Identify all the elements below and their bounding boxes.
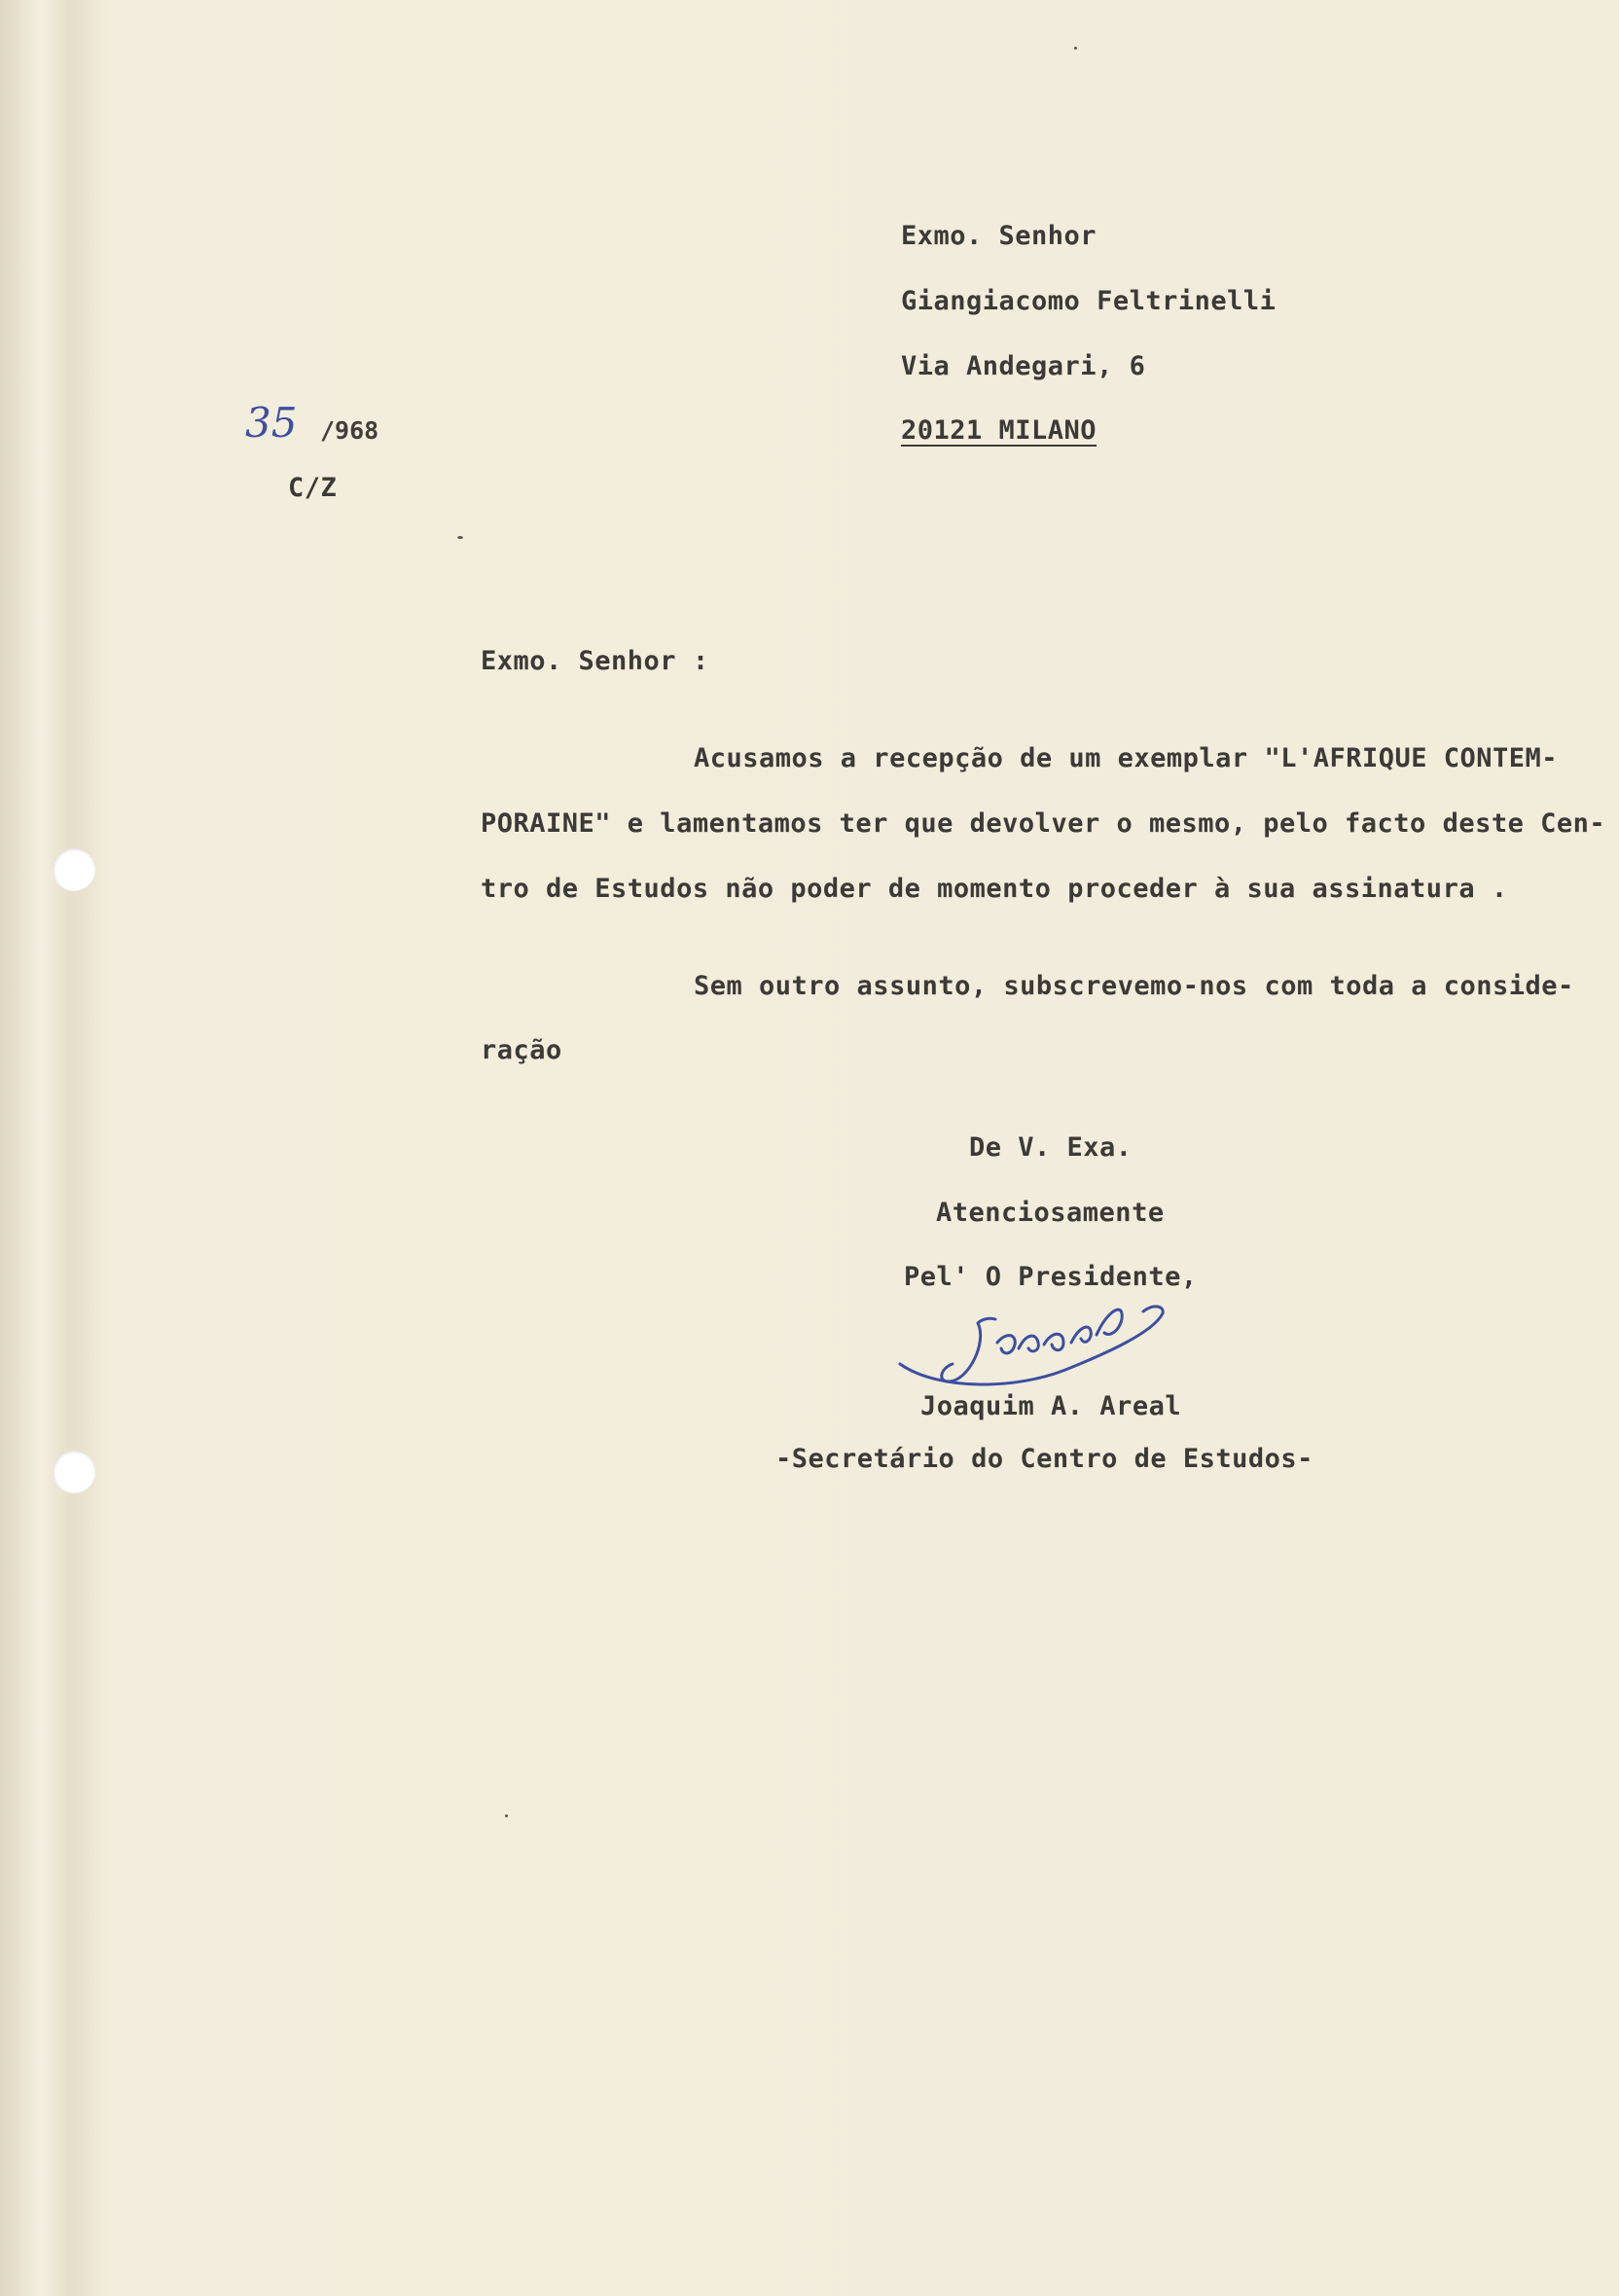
signer-title: -Secretário do Centro de Estudos-	[775, 1444, 1313, 1474]
handwritten-signature	[881, 1274, 1172, 1411]
greeting: Exmo. Senhor :	[481, 646, 709, 676]
body-line-2: PORAINE" e lamentamos ter que devolver o mesmo, pelo facto deste Cen-	[481, 808, 1606, 839]
paper-speck	[505, 1814, 508, 1817]
signoff-line-2: Atenciosamente	[936, 1198, 1165, 1228]
recipient-salutation: Exmo. Senhor	[901, 221, 1097, 251]
punch-hole-top	[53, 848, 95, 891]
signer-name: Joaquim A. Areal	[920, 1391, 1182, 1421]
reference-code: C/Z	[288, 473, 338, 503]
body-line-1: Acusamos a recepção de um exemplar "L'AFRIQUE CONTEM-	[694, 743, 1559, 773]
recipient-city: 20121 MILANO	[901, 415, 1097, 446]
reference-year: /968	[320, 416, 379, 445]
recipient-street: Via Andegari, 6	[901, 351, 1146, 381]
closing-line-1: Sem outro assunto, subscrevemo-nos com toda a conside-	[694, 971, 1574, 1001]
punch-hole-bottom	[53, 1451, 95, 1493]
signoff-line-3: Pel' O Presidente,	[904, 1262, 1198, 1292]
signoff-line-1: De V. Exa.	[969, 1132, 1133, 1163]
reference-number: 35	[245, 399, 298, 447]
paper-speck	[1074, 47, 1077, 50]
body-line-3: tro de Estudos não poder de momento proceder à sua assinatura .	[481, 874, 1508, 904]
paper-speck	[457, 536, 463, 539]
recipient-name: Giangiacomo Feltrinelli	[901, 286, 1277, 316]
closing-line-2: ração	[481, 1035, 562, 1065]
paper-edge-shading	[0, 0, 107, 2296]
